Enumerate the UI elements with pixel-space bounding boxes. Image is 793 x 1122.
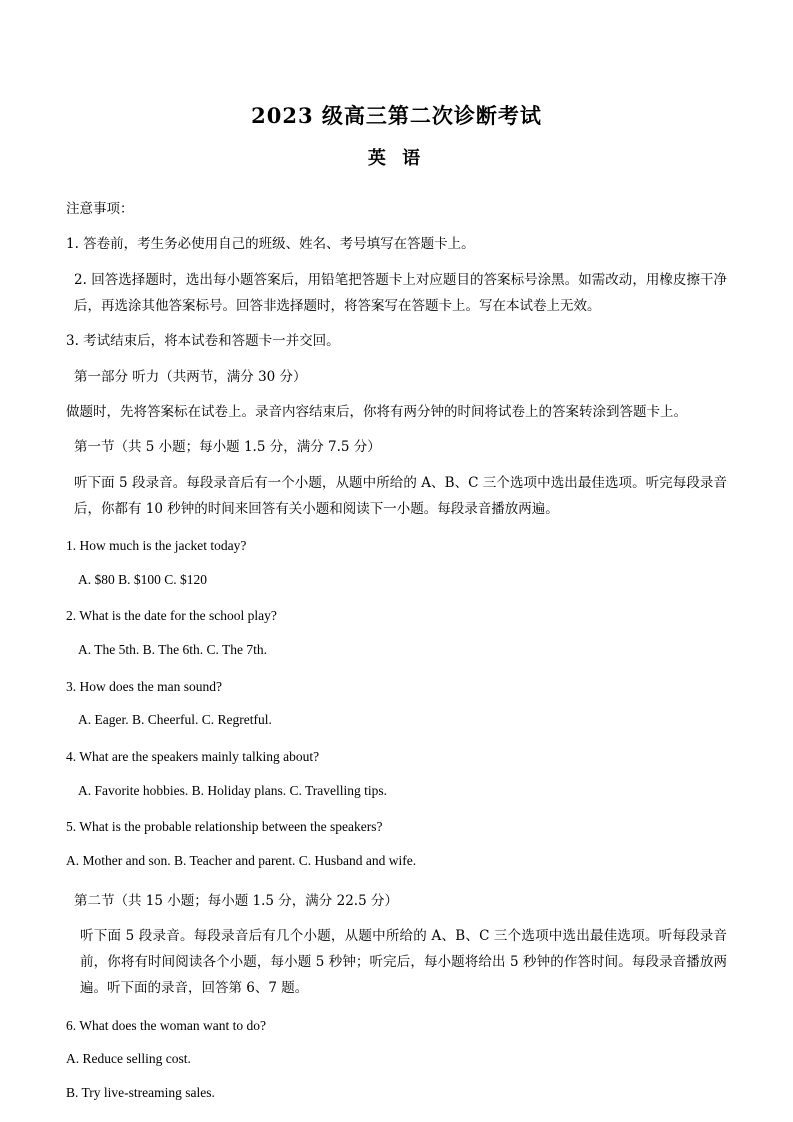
question-stem: 5. What is the probable relationship between the speakers? [66, 819, 383, 835]
page-title: 2023 级高三第二次诊断考试 [251, 103, 542, 128]
question-stem: 4. What are the speakers mainly talking about? [66, 748, 320, 764]
question-options: A. Eager. B. Cheerful. C. Regretful. [78, 712, 272, 728]
question-options: A. Mother and son. B. Teacher and parent. C. Husband and wife. [66, 852, 417, 868]
section-two-heading: 第二节（共 15 小题；每小题 1.5 分，满分 22.5 分） [74, 892, 398, 909]
section-two-instruction: 听下面 5 段录音。每段录音后有几个小题，从题中所给的 A、B、C 三个选项中选出最佳选项。听每段录音前，你将有时间阅读各个小题，每小题 5 秒钟；听完后，每小题将给出 5 秒钟的作答时间。每段录音播放两遍。听下面的录音，回答第 6、7 题。 [80, 927, 727, 997]
notice-item-3: 3. 考试结束后，将本试卷和答题卡一并交回。 [66, 333, 340, 350]
part-one-heading: 第一部分 听力（共两节，满分 30 分） [74, 368, 307, 385]
notice-item-2: 2. 回答选择题时，选出每小题答案后，用铅笔把答题卡上对应题目的答案标号涂黑。如需改动，用橡皮擦干净后，再选涂其他答案标号。回答非选择题时，将答案写在答题卡上。写在本试卷上无效。 [74, 271, 727, 314]
question-stem: 1. How much is the jacket today? [66, 538, 247, 554]
question-options: A. $80 B. $100 C. $120 [78, 571, 208, 587]
section-one-heading: 第一节（共 5 小题；每小题 1.5 分，满分 7.5 分） [74, 439, 381, 456]
section-one-instruction: 听下面 5 段录音。每段录音后有一个小题，从题中所给的 A、B、C 三个选项中选出最佳选项。听完每段录音后，你都有 10 秒钟的时间来回答有关小题和阅读下一小题。每段录音播放两遍。 [74, 474, 727, 517]
part-one-instruction: 做题时，先将答案标在试卷上。录音内容结束后，你将有两分钟的时间将试卷上的答案转涂到答题卡上。 [66, 403, 687, 420]
question-option-b: B. Try live-streaming sales. [66, 1085, 215, 1101]
notice-heading: 注意事项： [66, 201, 134, 217]
question-option-a: A. Reduce selling cost. [66, 1051, 191, 1067]
question-options: A. The 5th. B. The 6th. C. The 7th. [78, 642, 267, 658]
question-options: A. Favorite hobbies. B. Holiday plans. C. Travelling tips. [78, 782, 387, 798]
question-stem: 3. How does the man sound? [66, 678, 222, 694]
notice-item-1: 1. 答卷前，考生务必使用自己的班级、姓名、考号填写在答题卡上。 [66, 236, 475, 253]
question-stem: 6. What does the woman want to do? [66, 1017, 266, 1033]
page-subtitle: 英 语 [367, 148, 426, 169]
question-stem: 2. What is the date for the school play? [66, 608, 277, 624]
